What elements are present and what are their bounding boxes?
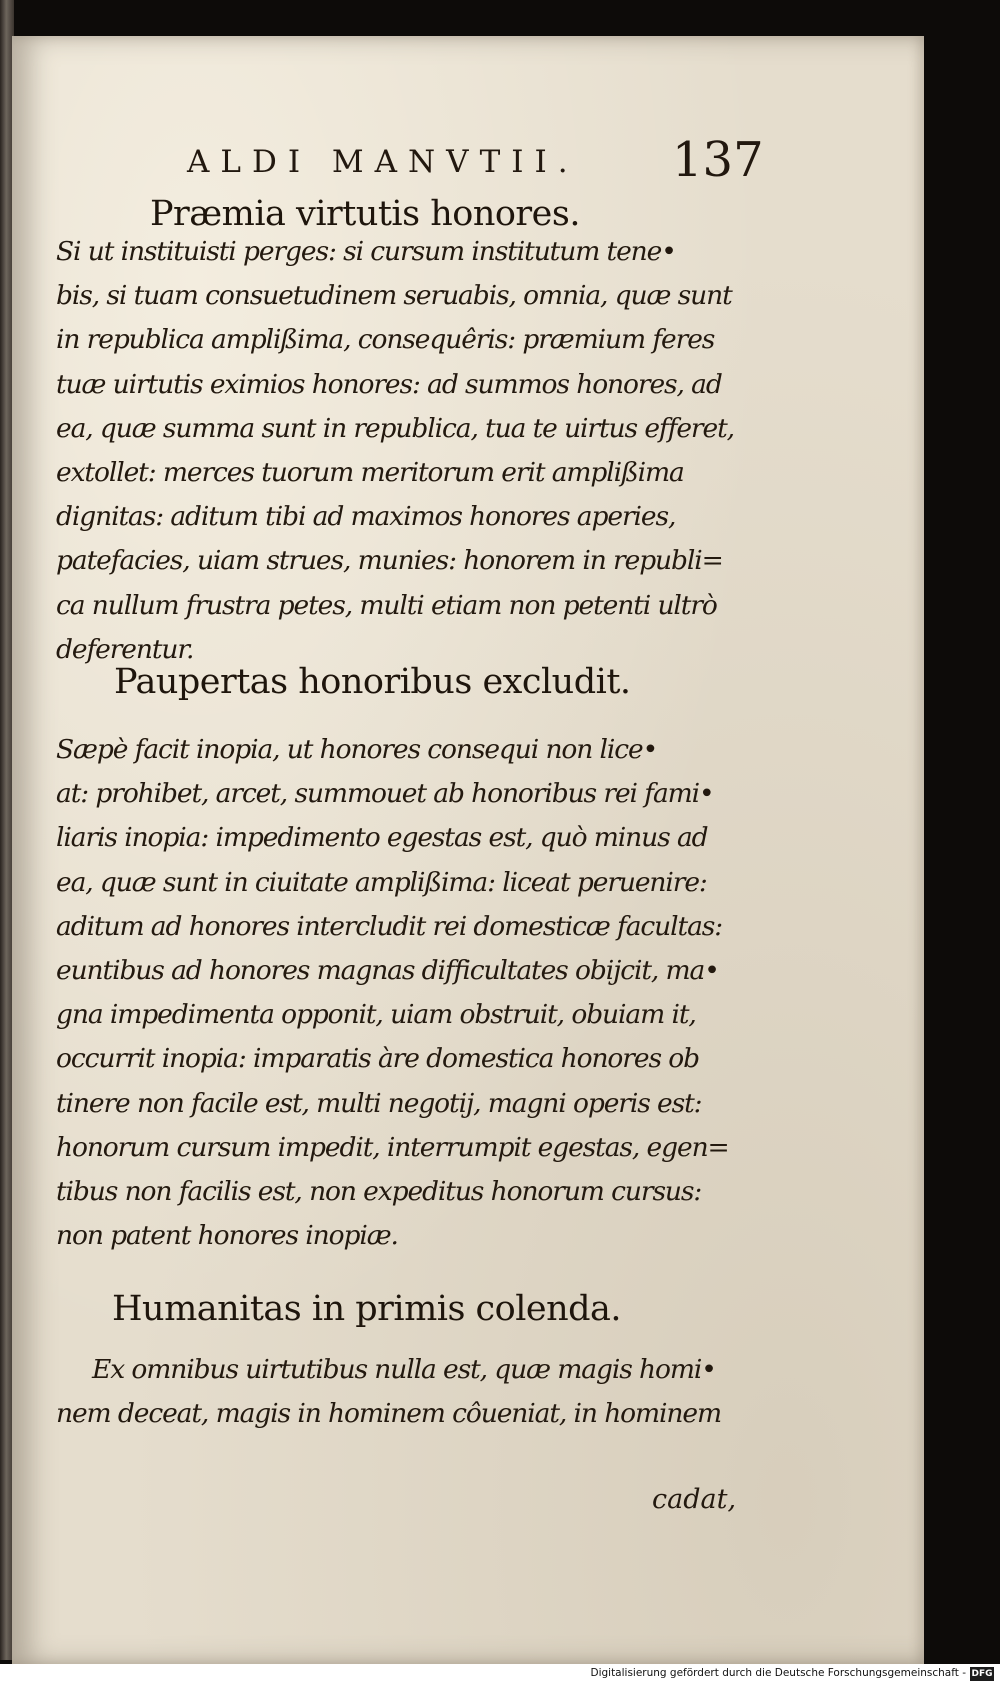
text-line: in republica amplißima, consequêris: præmium feres xyxy=(56,324,715,356)
text-line: tinere non facile est, multi negotij, magni operis est: xyxy=(56,1087,702,1119)
section-heading: Paupertas honoribus excludit. xyxy=(114,662,631,702)
text-line: ca nullum frustra petes, multi etiam non petenti ultrò xyxy=(56,589,717,621)
text-line: Ex omnibus uirtutibus nulla est, quæ magis homi• xyxy=(92,1354,716,1385)
text-line: tuæ uirtutis eximios honores: ad summos honores, ad xyxy=(56,368,722,400)
page-header xyxy=(12,120,924,188)
text-line: gna impedimenta opponit, uiam obstruit, obuiam it, xyxy=(56,999,696,1031)
running-title: ALDI MANVTII. xyxy=(187,144,579,180)
page-number: 137 xyxy=(672,132,764,188)
text-line: ea, quæ sunt in ciuitate amplißima: liceat peruenire: xyxy=(56,866,707,898)
text-line: patefacies, uiam strues, munies: honorem in republi= xyxy=(56,545,723,577)
text-line: dignitas: aditum tibi ad maximos honores aperies, xyxy=(56,501,676,533)
text-line: bis, si tuam consuetudinem seruabis, omnia, quæ sunt xyxy=(56,280,732,312)
text-line: non patent honores inopiæ. xyxy=(56,1220,398,1252)
text-line: at: prohibet, arcet, summouet ab honoribus rei fami• xyxy=(56,778,714,810)
text-line: liaris inopia: impedimento egestas est, quò minus ad xyxy=(56,822,708,854)
text-line: nem deceat, magis in hominem côueniat, in hominem xyxy=(56,1398,722,1430)
book-page xyxy=(12,36,924,1664)
section-heading: Præmia virtutis honores. xyxy=(150,194,580,234)
text-line: euntibus ad honores magnas difficultates obijcit, ma• xyxy=(56,954,719,986)
section-paragraph xyxy=(56,230,756,672)
text-line: deferentur. xyxy=(56,633,194,665)
text-line: occurrit inopia: imparatis àre domestica honores ob xyxy=(56,1043,699,1075)
section-paragraph xyxy=(56,728,756,1258)
section-heading: Humanitas in primis colenda. xyxy=(112,1289,622,1329)
text-line: honorum cursum impedit, interrumpit egestas, egen= xyxy=(56,1131,729,1163)
text-line: extollet: merces tuorum meritorum erit amplißima xyxy=(56,456,684,488)
section-paragraph xyxy=(56,1348,756,1436)
footer-credit: Digitalisierung gefördert durch die Deutsche Forschungsgemeinschaft - xyxy=(590,1667,966,1679)
text-line: Sæpè facit inopia, ut honores consequi non lice• xyxy=(56,734,658,765)
dfg-logo: DFG xyxy=(971,1669,993,1679)
text-line: tibus non facilis est, non expeditus honorum cursus: xyxy=(56,1175,702,1207)
text-line: aditum ad honores intercludit rei domesticæ facultas: xyxy=(56,910,723,942)
text-line: Si ut instituisti perges: si cursum institutum tene• xyxy=(56,236,676,267)
catchword: cadat, xyxy=(652,1484,737,1515)
text-line: ea, quæ summa sunt in republica, tua te uirtus efferet, xyxy=(56,412,734,444)
digitization-footer xyxy=(0,1664,1000,1685)
